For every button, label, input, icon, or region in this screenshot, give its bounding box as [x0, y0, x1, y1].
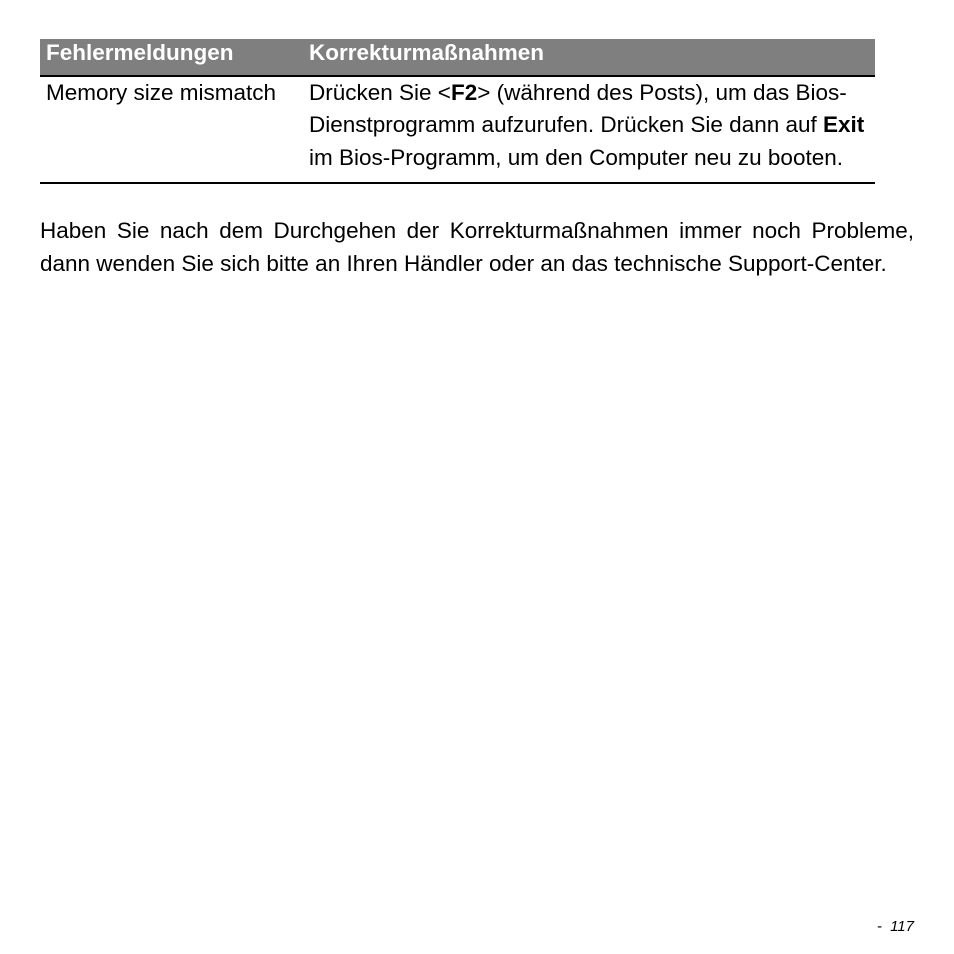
table-header-row — [40, 39, 875, 76]
table-row — [40, 76, 875, 183]
page-number: 117 — [890, 918, 914, 935]
column-header-error-messages: Fehlermeldungen — [40, 39, 301, 76]
error-message-cell: Memory size mismatch — [40, 76, 301, 183]
troubleshooting-table — [40, 39, 875, 184]
corrective-action-cell — [301, 76, 875, 183]
support-paragraph: Haben Sie nach dem Durchgehen der Korrekturmaßnahmen immer noch Probleme, dann wenden Sie sich bitte an Ihren Händler oder an das technische Support-Center. — [40, 218, 914, 276]
page-footer — [877, 917, 914, 937]
action-text-part3: im Bios-Programm, um den Computer neu zu booten. — [309, 144, 843, 170]
page-separator: - — [877, 918, 883, 935]
action-text-part1: Drücken Sie < — [309, 80, 451, 105]
column-header-corrective-actions: Korrekturmaßnahmen — [301, 39, 875, 76]
action-text-part2: > (während des Posts), um das Bios-Dienstprogramm aufzurufen. Drücken Sie dann auf — [309, 80, 847, 138]
f2-key-label: F2 — [450, 80, 478, 105]
exit-key-label: Exit — [823, 112, 865, 138]
